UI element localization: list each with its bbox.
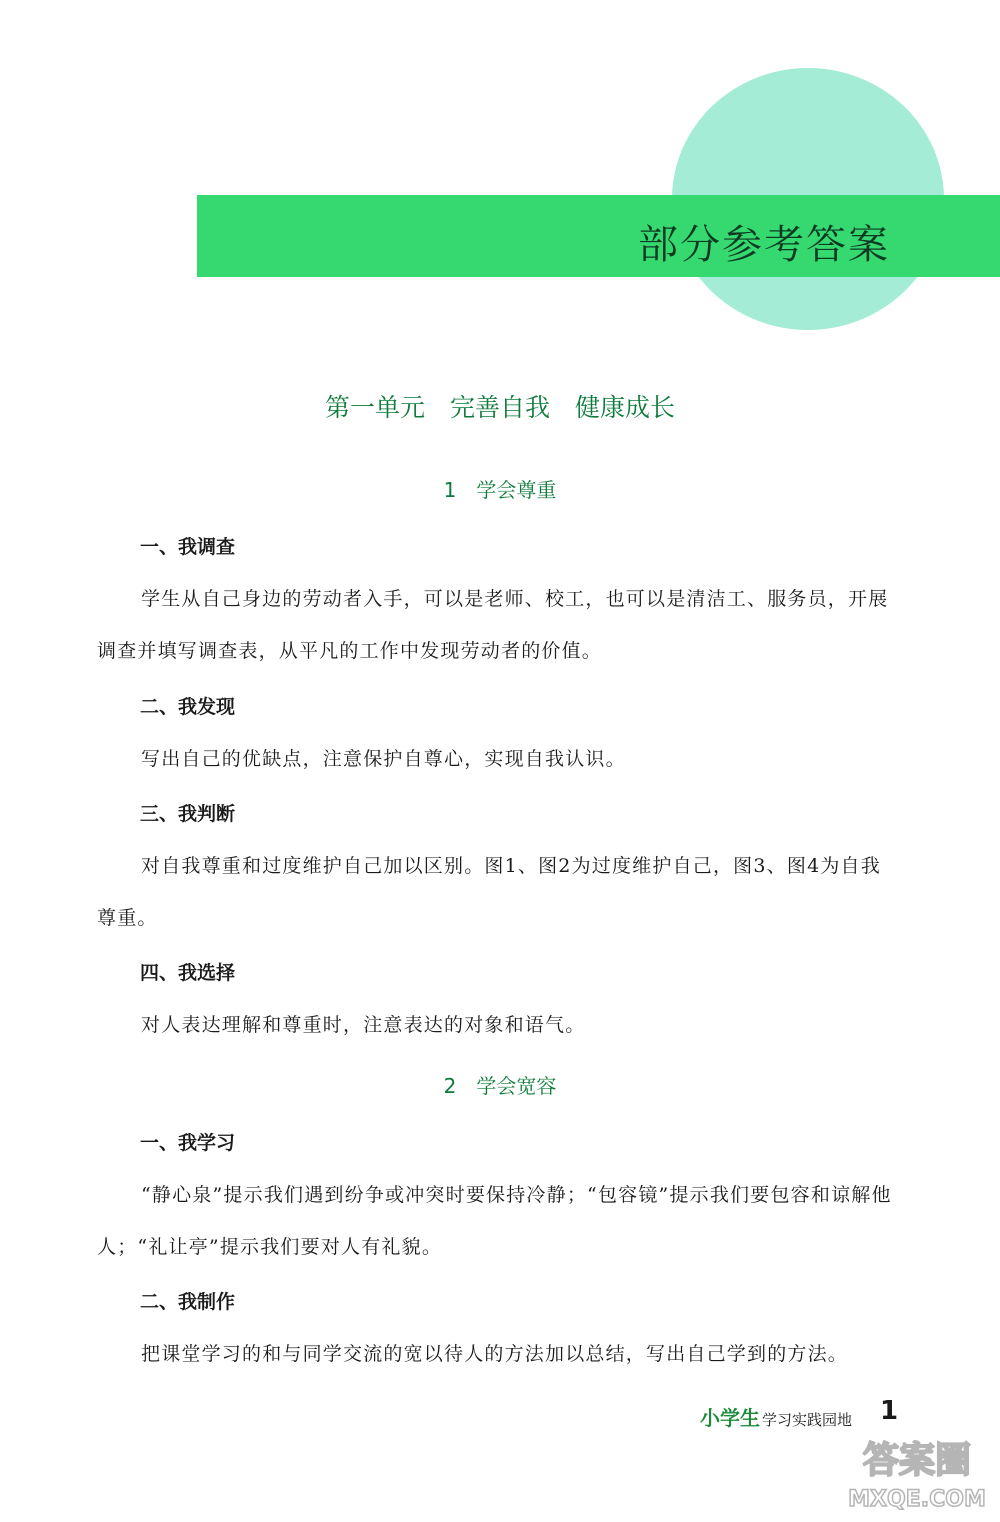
watermark-logo: [838, 1428, 996, 1514]
page-number: 1: [880, 1396, 899, 1426]
brand-sub: 学习实践园地: [762, 1411, 853, 1429]
section-text: 对自我尊重和过度维护自己加以区别。图1、图2为过度维护自己，图3、图4为自我尊重。: [97, 855, 881, 929]
brand-main: 小学生: [700, 1406, 760, 1430]
section-heading: 一、我学习: [140, 1132, 236, 1154]
section-text: 学生从自己身边的劳动者入手，可以是老师、校工，也可以是清洁工、服务员，开展调查并填写调查表，从平凡的工作中发现劳动者的价值。: [97, 588, 889, 662]
section-text: “静心泉”提示我们遇到纷争或冲突时要保持冷静；“包容镜”提示我们要包容和谅解他人；“礼让亭”提示我们要对人有礼貌。: [97, 1184, 892, 1258]
watermark-url: MXQE.COM: [848, 1487, 986, 1512]
section-heading: 二、我发现: [140, 696, 236, 718]
section-heading: 四、我选择: [140, 962, 236, 984]
watermark-text: 答案圈: [862, 1440, 972, 1481]
footer-brand: [700, 1402, 852, 1431]
page-title: 部分参考答案: [638, 222, 890, 268]
section-text: 对人表达理解和尊重时，注意表达的对象和语气。: [141, 1014, 586, 1036]
section-heading: 一、我调查: [140, 536, 236, 558]
header-banner: [197, 195, 1000, 277]
lesson-title: 2 学会宽容: [443, 1074, 557, 1098]
section-heading: 三、我判断: [140, 803, 236, 825]
lesson-title: 1 学会尊重: [443, 478, 557, 502]
section-text: 写出自己的优缺点，注意保护自尊心，实现自我认识。: [141, 748, 626, 770]
section-heading: 二、我制作: [140, 1291, 236, 1313]
unit-title: 第一单元 完善自我 健康成长: [324, 393, 675, 422]
section-text: 把课堂学习的和与同学交流的宽以待人的方法加以总结，写出自己学到的方法。: [141, 1343, 849, 1365]
